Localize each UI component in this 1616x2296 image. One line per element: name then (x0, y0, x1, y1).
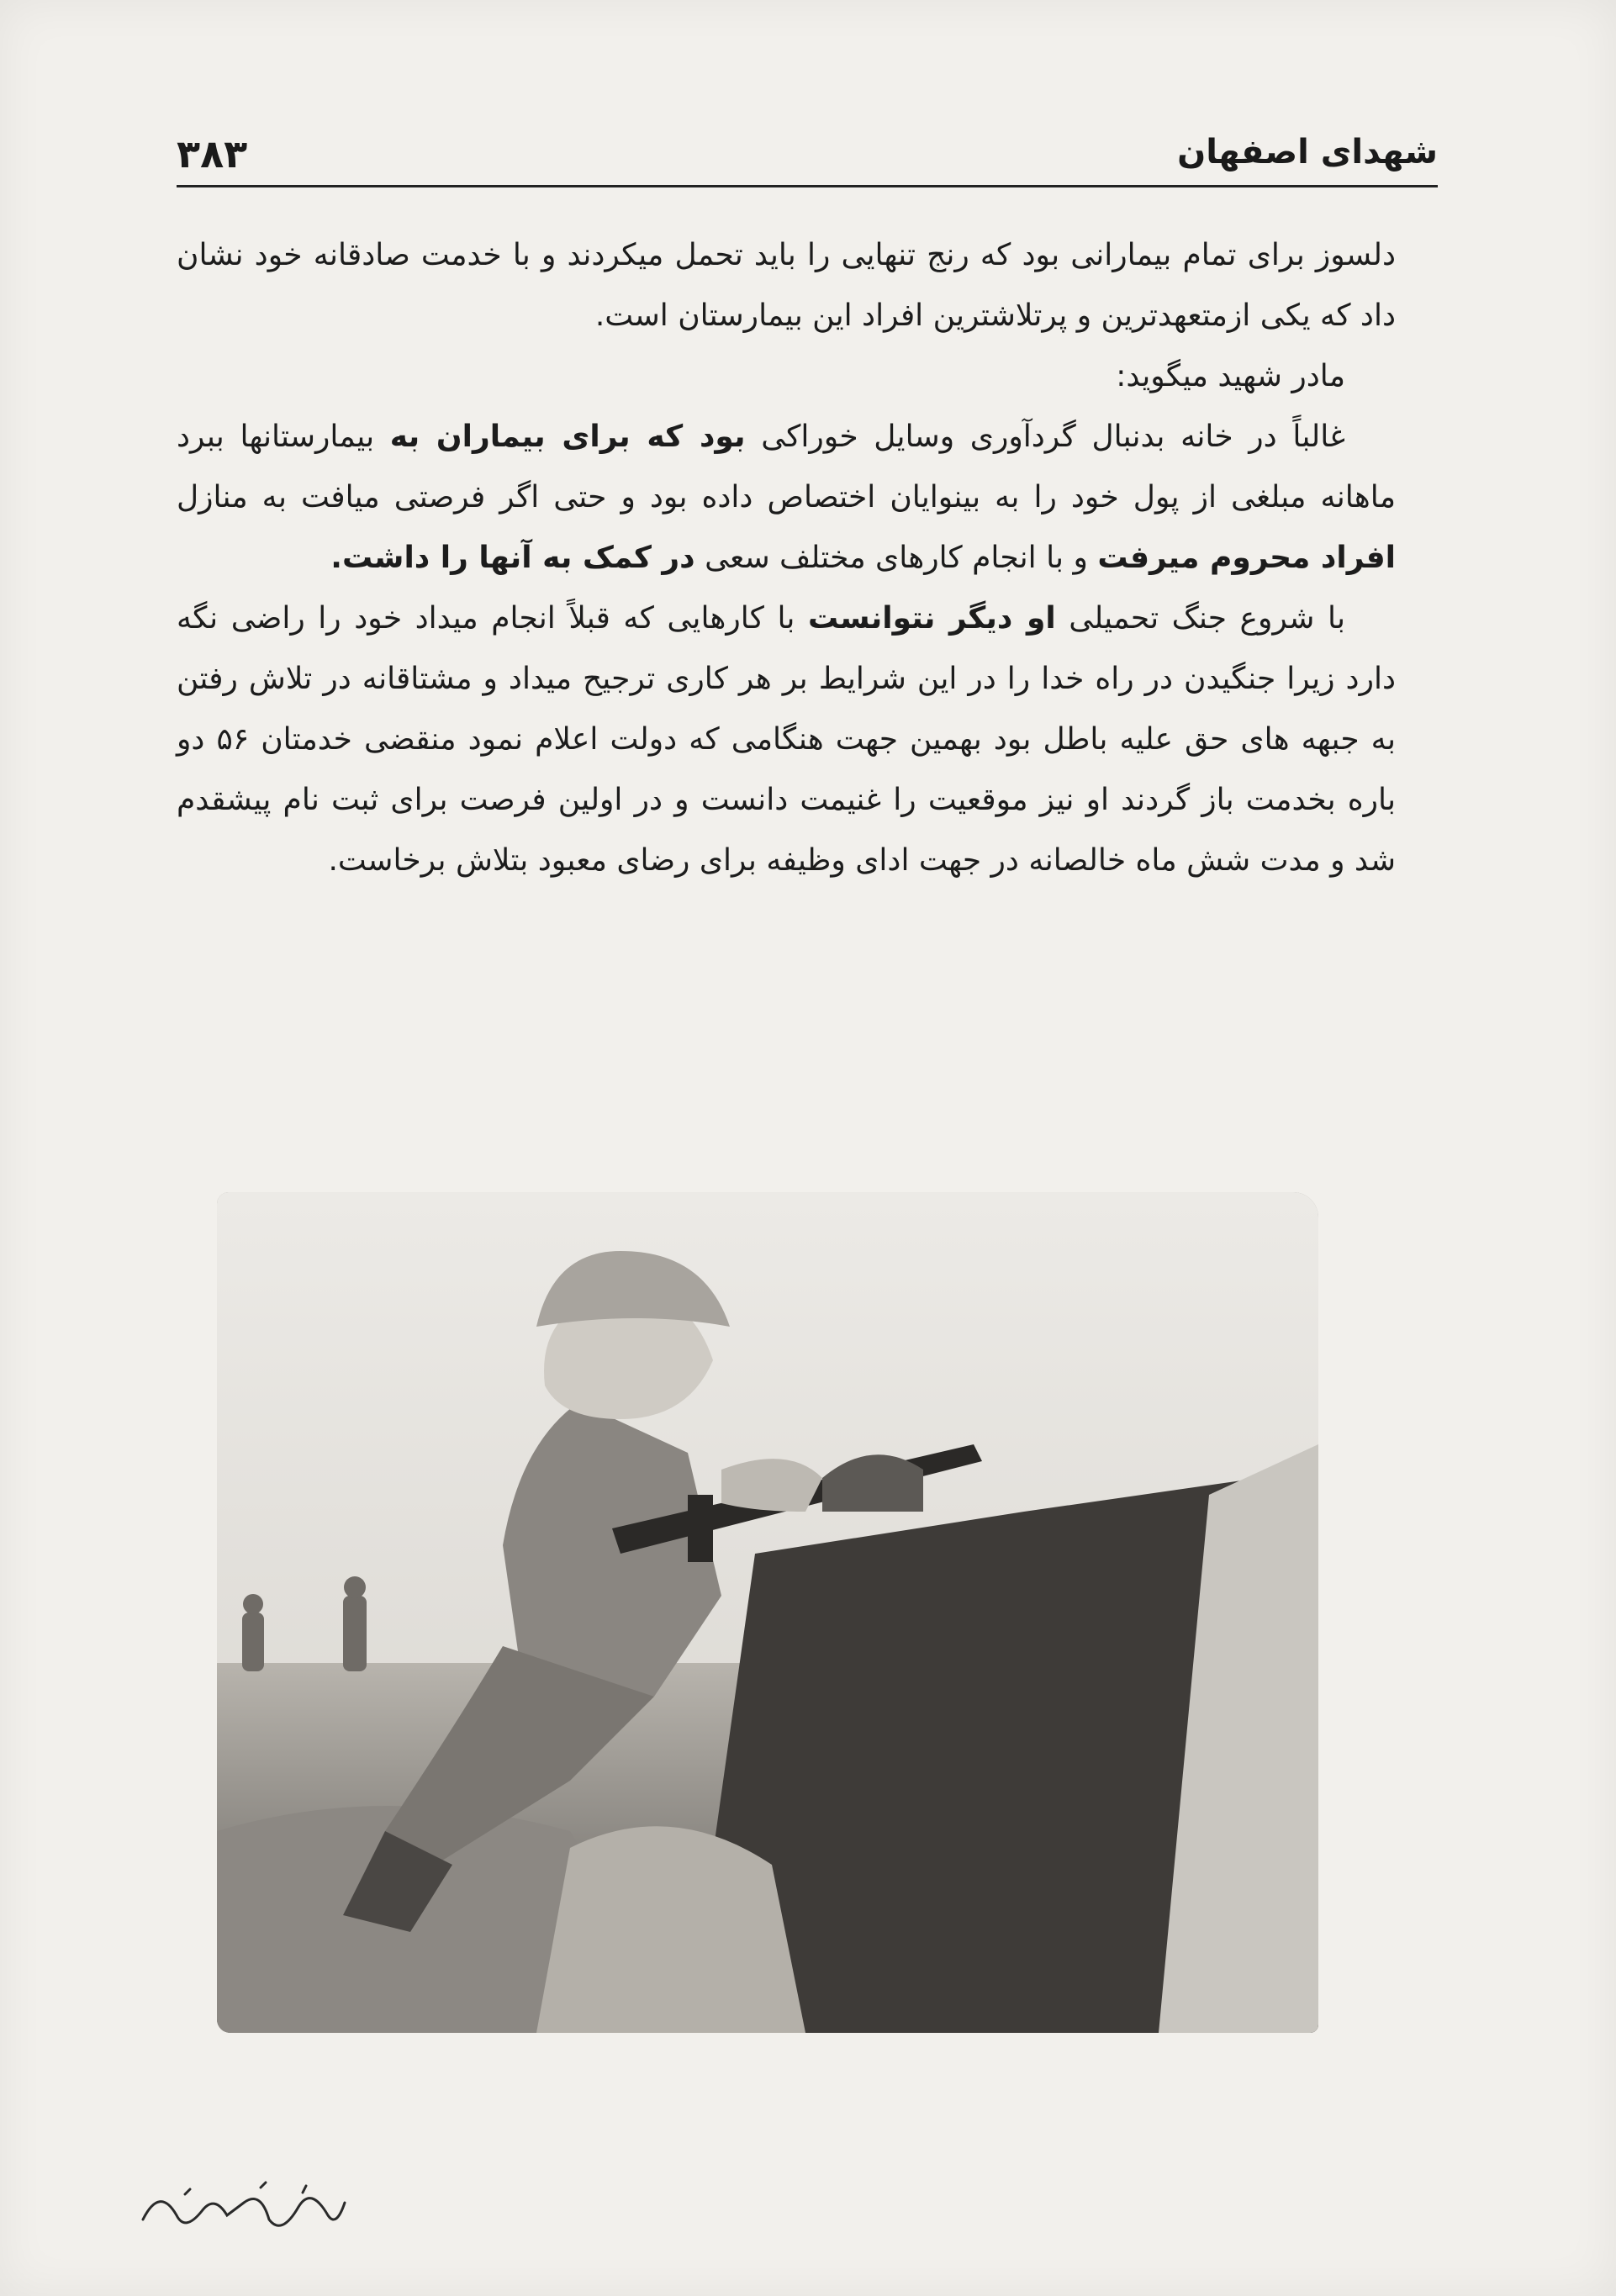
running-title: شهدای اصفهان (1177, 133, 1438, 172)
paragraph-segment: با شروع جنگ تحمیلی (1055, 601, 1345, 636)
bold-segment: بود که برای بیماران به (389, 420, 746, 454)
paragraph (177, 407, 1396, 589)
paragraph: دلسوز برای تمام بیمارانی بود که رنج تنهایی را باید تحمل میکردند و با خدمت صادقانه خود نشان داد که یکی ازمتعهدترین و پرتلاشترین افراد این بیمارستان است. (177, 238, 1396, 333)
paragraph (177, 589, 1396, 891)
intro-line: مادر شهید میگوید: (1116, 359, 1345, 393)
handwritten-signature (135, 2169, 353, 2245)
paragraph-segment: با کارهایی که قبلاً انجام میداد خود را راضی نگه دارد زیرا جنگیدن در راه خدا را در این شرایط بر هر کاری ترجیح میداد و مشتاقانه در تلاش رفتن به جبهه های حق علیه باطل بود بهمین جهت هنگامی که دولت اعلام نمود منقضی خدمتان ۵۶ دو باره بخدمت باز گردند او نیز موقعیت را غنیمت دانست و در اولین فرصت برای ثبت نام پیشقدم شد و مدت شش ماه خالصانه در جهت ادای وظیفه برای رضای معبود بتلاش برخاست. (177, 601, 1397, 878)
bold-segment: در کمک به آنها را داشت. (330, 541, 695, 575)
page-number: ۳۸۳ (177, 131, 248, 177)
bold-segment: افراد محروم میرفت (1097, 541, 1396, 575)
paragraph-segment: غالباً در خانه بدنبال گردآوری وسایل خوراکی (745, 420, 1346, 454)
paragraph-segment: بیمارستانها ببرد ماهانه مبلغی از پول خود را به بینوایان اختصاص داده بود و حتی اگر فرصتی میافت به منازل (177, 420, 1396, 515)
soldier-photo (217, 1192, 1318, 2033)
paragraph-segment: و با انجام کارهای مختلف سعی (694, 541, 1098, 575)
body-text (177, 225, 1396, 891)
signature (135, 2169, 353, 2248)
page-header (177, 126, 1438, 187)
photo-illustration (217, 1192, 1318, 2033)
bold-segment: او دیگر نتوانست (807, 601, 1056, 636)
